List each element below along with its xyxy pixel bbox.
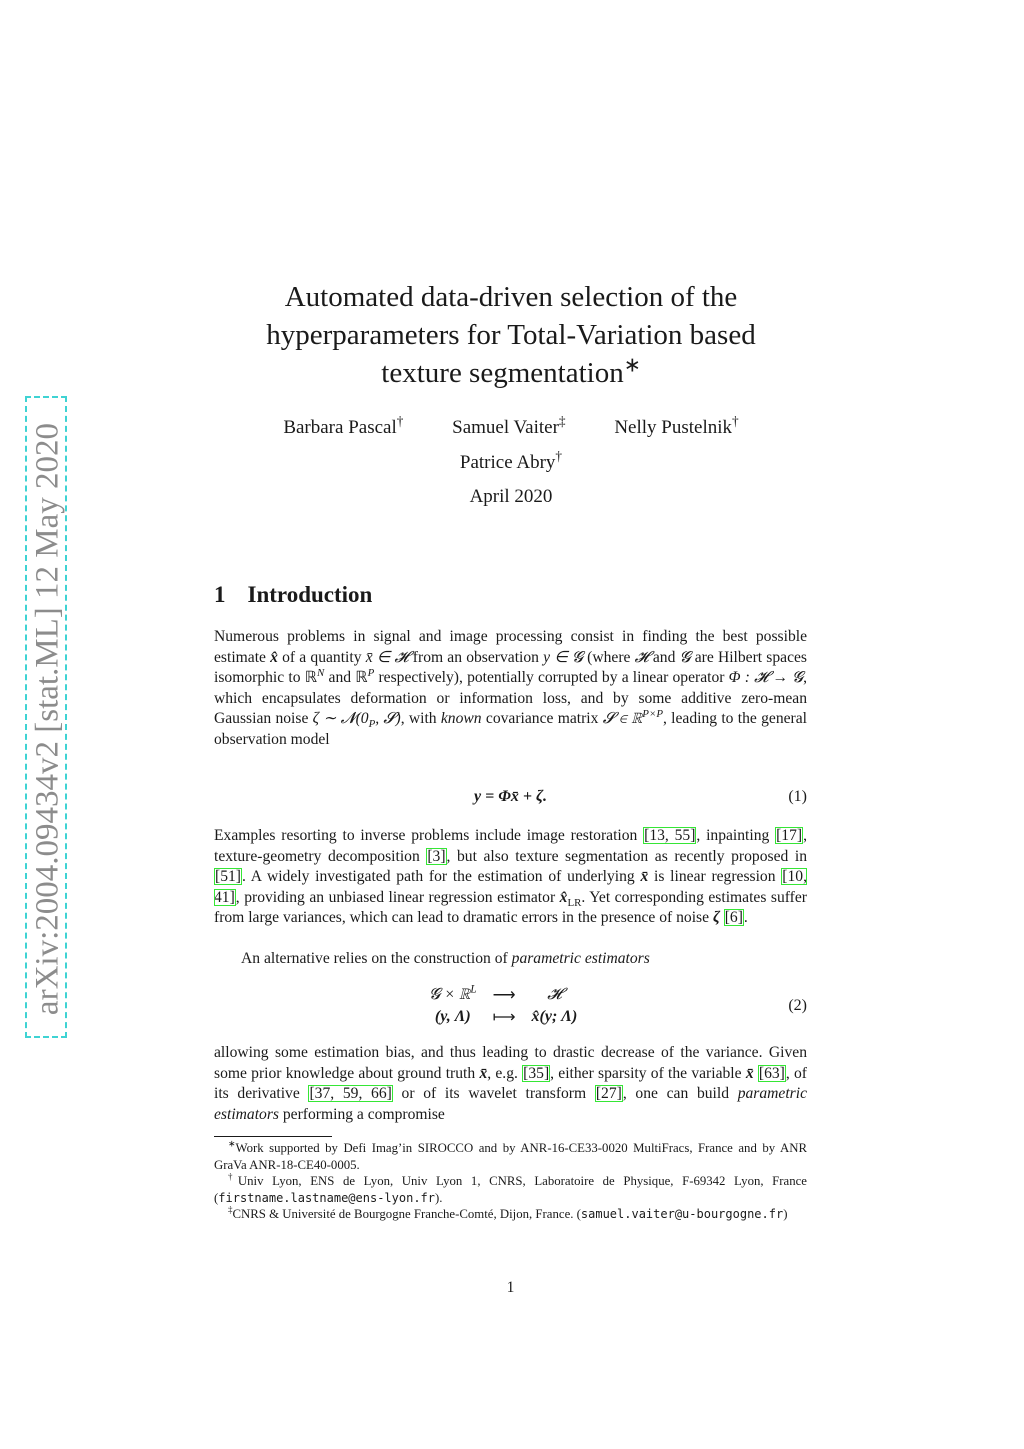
citation-link[interactable]: [6] <box>724 909 743 926</box>
author-name: Patrice Abry† <box>459 448 563 473</box>
title-line-2: hyperparameters for Total-Variation based <box>266 319 756 351</box>
citation-link[interactable]: [3] <box>427 847 446 865</box>
section-number: 1 <box>214 582 226 607</box>
author-list <box>214 410 808 480</box>
eq2-mapsto: ⟼ <box>492 1009 516 1026</box>
intro-paragraph-3: An alternative relies on the construction of parametric estimators <box>241 950 650 967</box>
citation-link[interactable]: [63] <box>758 1064 785 1082</box>
citation-link[interactable]: [17] <box>776 827 803 844</box>
page-number: 1 <box>506 1279 515 1296</box>
author-row-1 <box>214 410 808 445</box>
section-heading <box>214 582 372 608</box>
footnote-rule <box>214 1136 332 1137</box>
intro-paragraph-4: allowing some estimation bias, and thus leading to drastic decrease of the variance. Given some prior knowledge about ground truth x̄, e.g. [35], either sparsity of the variable x̄ [63], of its derivative [37, 59, 66] or of its wavelet transform [27], one can build parametric estimators performing a compromise <box>214 1044 807 1123</box>
arxiv-stamp <box>25 396 67 1038</box>
citation-link[interactable]: [51] <box>215 868 241 885</box>
paper-date: April 2020 <box>469 486 553 507</box>
paper-title <box>214 278 808 392</box>
citation-link[interactable]: [13, 55] <box>644 827 696 844</box>
citation-link[interactable]: [27] <box>595 1085 622 1102</box>
author-name: Nelly Pustelnik† <box>614 413 739 438</box>
eq2-argument: (y, Λ) <box>434 1008 471 1025</box>
eq2-estimator: x̂(y; Λ) <box>531 1008 578 1025</box>
equation-1-number: (1) <box>788 788 807 805</box>
intro-paragraph-2: Examples resorting to inverse problems include image restoration [13, 55], inpainting [17], texture-geometry decomposition [3], but also texture segmentation as recently proposed in [51]. A widely investigated path for the estimation of underlying x̄ is linear regression [10, 41], providing an unbiased linear regression estimator $x̂_{LR}$. Yet corresponding estimates suffer from large variances, which can lead to dramatic errors in the presence of noise ζ [6]. <box>214 827 807 926</box>
title-footnote-mark: ∗ <box>623 354 641 377</box>
citation-link[interactable]: [37, 59, 66] <box>309 1085 392 1102</box>
intro-paragraph-1: Numerous problems in signal and image processing consist in finding the best possible estimate x̂ of a quantity x̄ ∈ 𝓗 from an observation y ∈ 𝓖 (where 𝓗 and 𝓖 are Hilbert spaces isomorphic to ℝ$^N$ and ℝ$^P$ respectively), potentially corrupted by a linear operator Φ : 𝓗 → 𝓖, which encapsulates deformation or information loss, and by some additive zero-mean Gaussian noise ζ ∼ $𝓝(0_P$, 𝓢), with known covariance matrix 𝓢 ∈ ℝ$^{P\times P}$, leading to the general observation model <box>214 628 808 748</box>
equation-2-array <box>421 984 585 1028</box>
footnote-3: ‡CNRS & Université de Bourgogne Franche-Comté, Dijon, France. (samuel.vaiter@u-bourgogne.fr) <box>228 1204 788 1221</box>
author-row-2 <box>214 445 808 480</box>
email-link[interactable]: firstname.lastname@ens-lyon.fr <box>218 1190 436 1205</box>
author-name: Samuel Vaiter‡ <box>452 413 566 438</box>
title-line-1: Automated data-driven selection of the <box>284 281 738 313</box>
footnote-2: †Univ Lyon, ENS de Lyon, Univ Lyon 1, CNRS, Laboratoire de Physique, F-69342 Lyon, France (firstname.lastname@ens-lyon.fr). <box>214 1171 807 1205</box>
citation-link[interactable]: [35] <box>523 1064 550 1082</box>
eq2-arrow: ⟶ <box>492 987 516 1004</box>
title-line-3: texture segmentation∗ <box>381 354 641 389</box>
section-title: Introduction <box>247 582 373 607</box>
equation-2-number: (2) <box>788 997 807 1014</box>
arxiv-stamp-text: arXiv:2004.09434v2 [stat.ML] 12 May 2020 <box>29 422 66 1016</box>
equation-1-body: y = Φx̄ + ζ. <box>473 788 547 805</box>
citation-link[interactable]: [10, 41] <box>214 868 807 906</box>
eq2-domain: 𝓖 × ℝ$^L$ <box>429 983 477 1003</box>
eq2-codomain: 𝓗 <box>547 986 562 1003</box>
equation-2 <box>214 984 807 1032</box>
email-link[interactable]: samuel.vaiter@u-bourgogne.fr <box>580 1207 784 1221</box>
author-name: Barbara Pascal† <box>283 413 404 438</box>
equation-1 <box>214 788 807 810</box>
footnote-1: ∗Work supported by Defi Imag’in SIROCCO and by ANR-16-CE33-0020 MultiFracs, France and by ANR GraVa ANR-18-CE40-0005. <box>214 1138 807 1172</box>
